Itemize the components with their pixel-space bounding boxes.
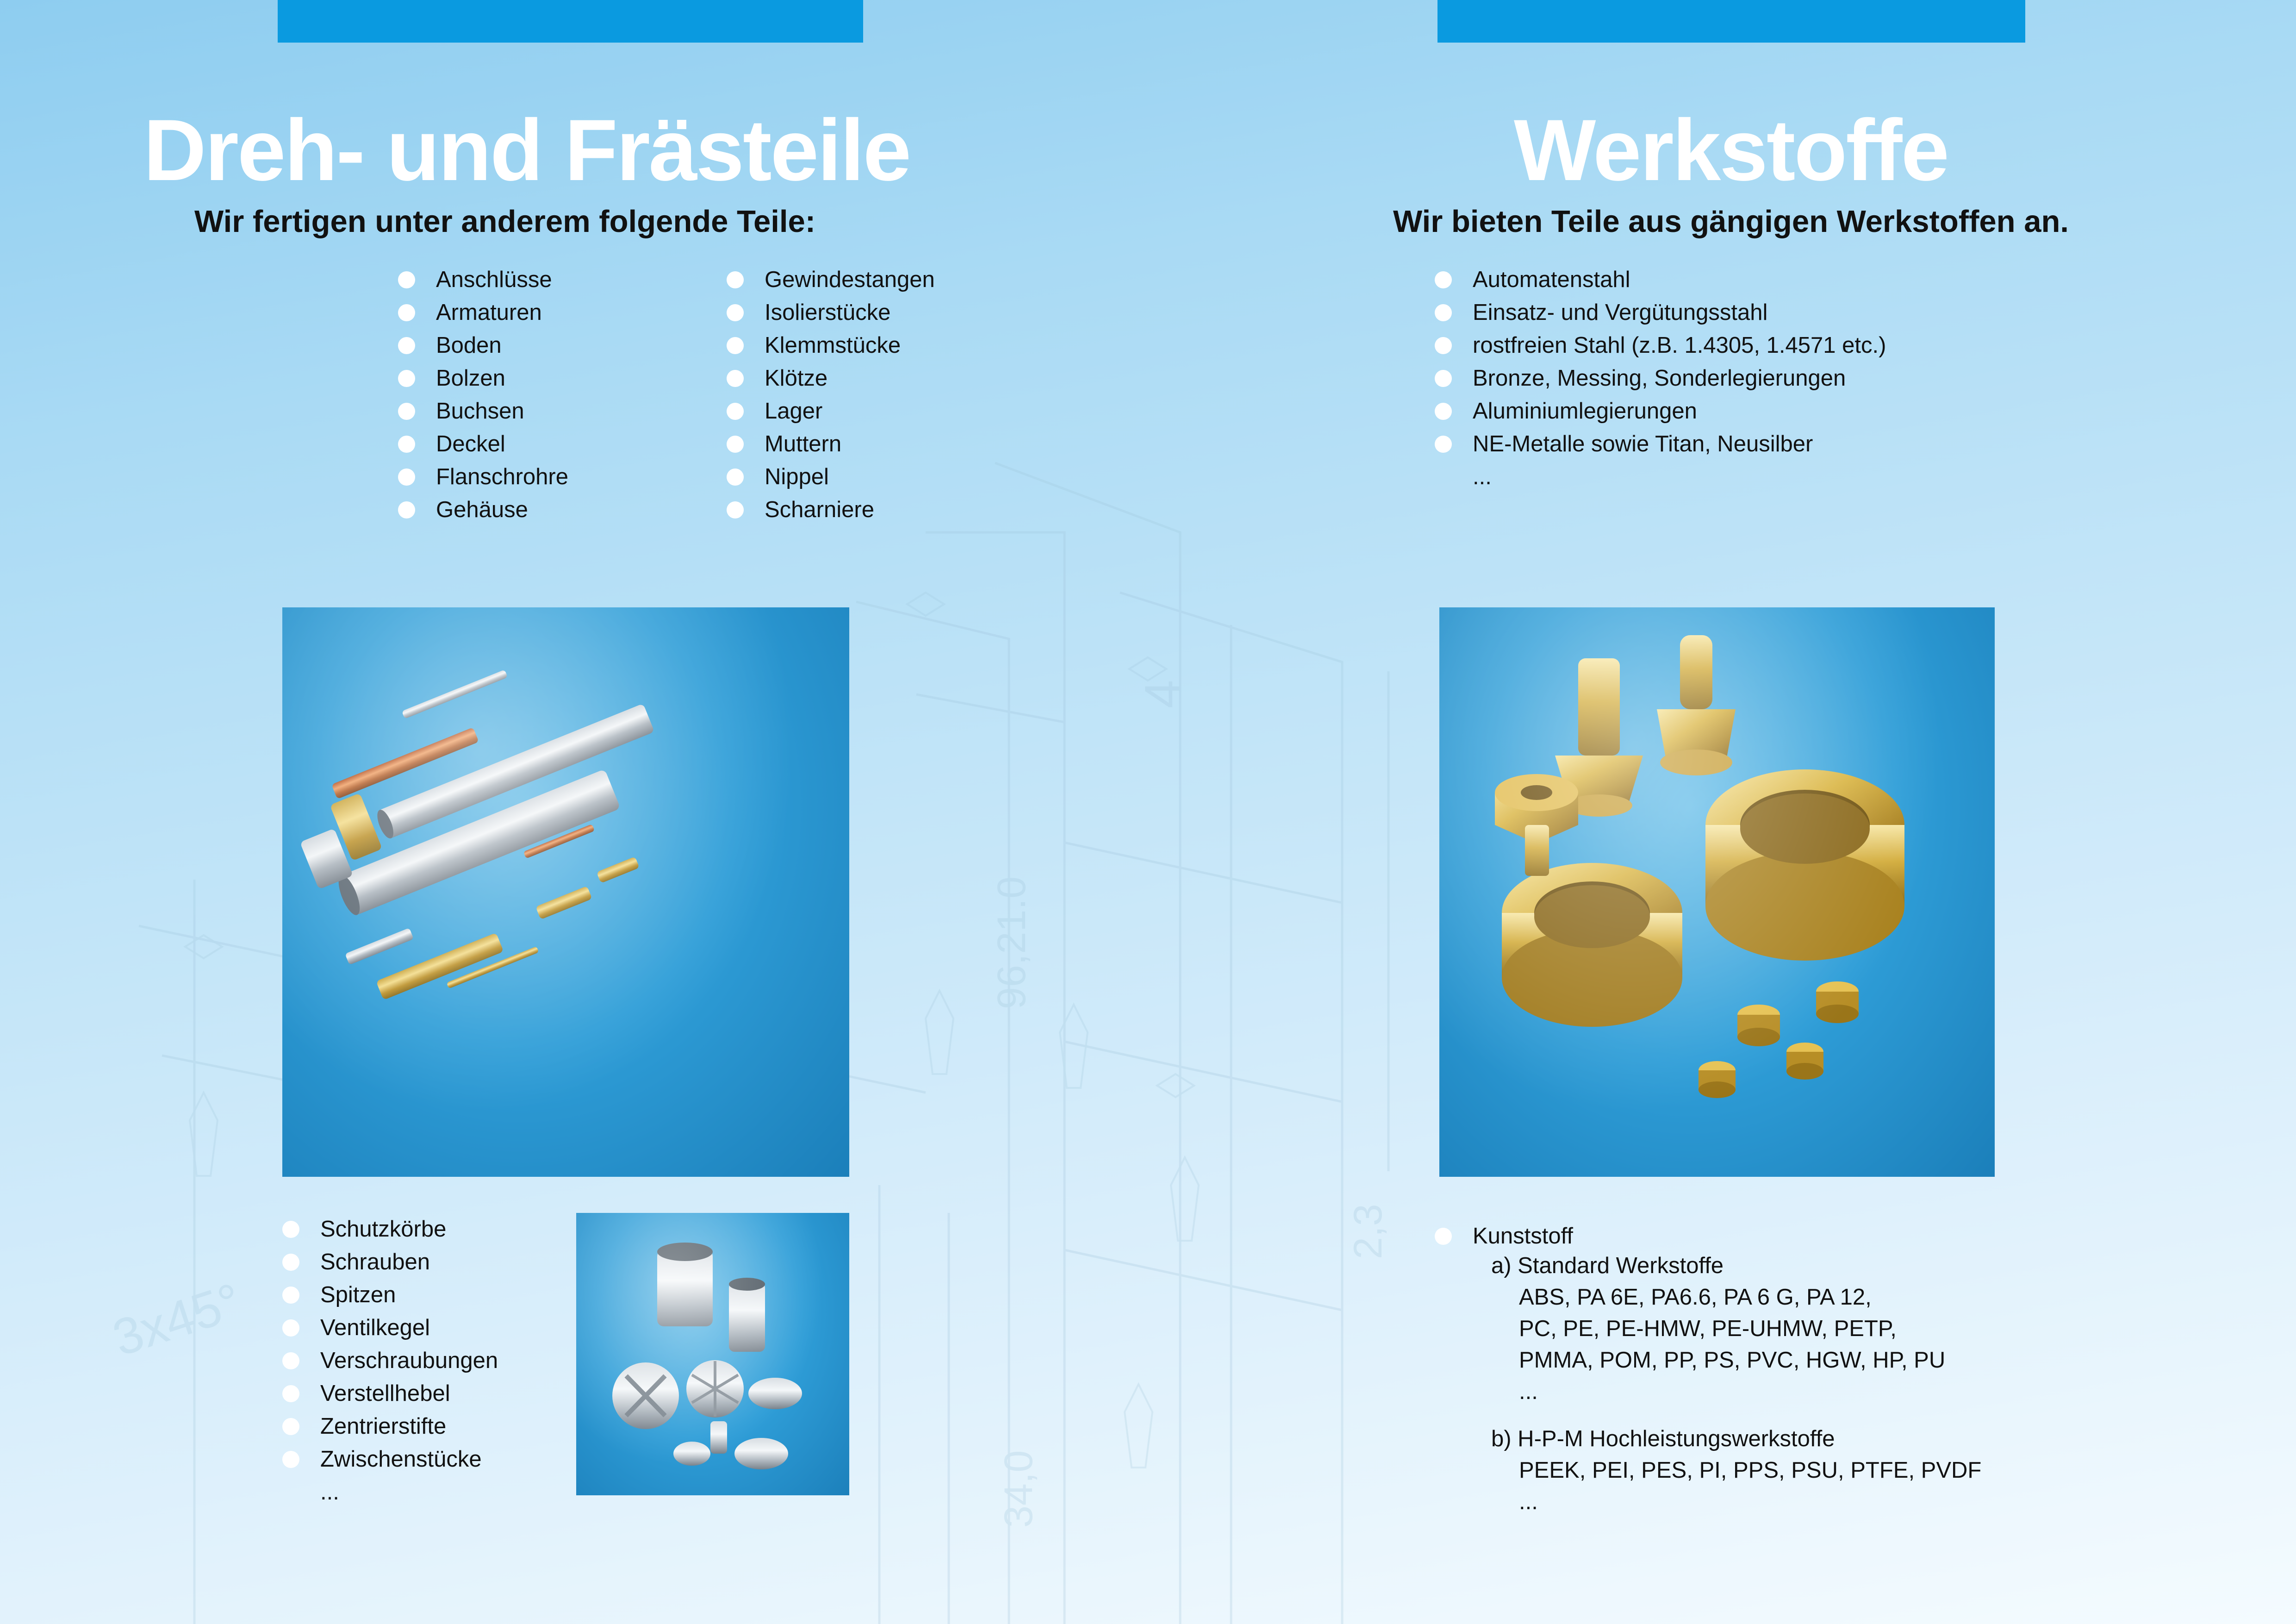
list-item-label: rostfreien Stahl (z.B. 1.4305, 1.4571 etc.)	[1473, 333, 1886, 358]
parts-list-column-1	[398, 263, 694, 526]
page-title-left: Dreh- und Frästeile	[143, 101, 910, 199]
plastics-a-line-1: ABS, PA 6E, PA6.6, PA 6 G, PA 12,	[1519, 1285, 1872, 1310]
list-item-label: Zentrierstifte	[320, 1414, 447, 1439]
bullet-icon	[398, 436, 415, 453]
list-item	[282, 1377, 569, 1410]
list-item	[282, 1410, 569, 1443]
materials-list	[1435, 263, 2203, 493]
top-accent-bar-left	[278, 0, 863, 43]
bullet-icon	[1435, 436, 1452, 453]
list-item-label: Gehäuse	[436, 497, 528, 522]
plastics-heading	[1435, 1222, 2221, 1250]
blueprint-label-340: 34,0	[996, 1450, 1041, 1528]
bullet-icon	[282, 1418, 299, 1435]
parts-list-lower	[282, 1213, 569, 1509]
photo-sheen	[282, 607, 849, 1177]
list-item-label: Ventilkegel	[320, 1315, 430, 1340]
list-item-ellipsis	[1435, 461, 2203, 493]
list-item-label: ...	[1473, 464, 1492, 489]
bullet-icon	[282, 1385, 299, 1402]
list-item	[398, 395, 694, 428]
list-item-label: Automatenstahl	[1473, 267, 1630, 292]
bullet-icon	[727, 271, 744, 288]
bullet-icon	[398, 304, 415, 321]
blueprint-label-angle: 3x45°	[106, 1272, 249, 1367]
photo-brass-parts	[1439, 607, 1995, 1177]
list-item	[1435, 296, 2203, 329]
list-item-label: Schrauben	[320, 1249, 430, 1274]
list-item	[398, 428, 694, 461]
list-item	[398, 461, 694, 493]
list-item	[727, 493, 935, 526]
list-item	[282, 1443, 569, 1476]
blueprint-label-23: 2,3	[1346, 1204, 1390, 1259]
list-item-label: Isolierstücke	[765, 300, 891, 325]
bullet-icon	[282, 1352, 299, 1369]
bullet-icon	[727, 436, 744, 453]
list-item-label: Verschraubungen	[320, 1348, 498, 1373]
bullet-icon	[727, 501, 744, 518]
bullet-icon	[398, 403, 415, 420]
list-item-label: Nippel	[765, 464, 829, 489]
list-item-label: ...	[320, 1480, 339, 1505]
list-item	[1435, 263, 2203, 296]
list-item-label: Buchsen	[436, 399, 524, 424]
photo-sheen	[1439, 607, 1995, 1177]
list-item	[398, 296, 694, 329]
list-item-label: Bronze, Messing, Sonderlegierungen	[1473, 366, 1846, 391]
bullet-icon	[282, 1254, 299, 1271]
list-item-label: Gewindestangen	[765, 267, 935, 292]
bullet-icon	[398, 271, 415, 288]
list-item	[398, 329, 694, 362]
list-item-label: Scharniere	[765, 497, 874, 522]
list-item	[282, 1279, 569, 1312]
list-item	[727, 362, 935, 395]
list-item-label: Anschlüsse	[436, 267, 552, 292]
subtitle-left: Wir fertigen unter anderem folgende Teile:	[194, 204, 816, 239]
list-item	[1435, 428, 2203, 461]
top-accent-bar-right	[1437, 0, 2025, 43]
list-item	[282, 1246, 569, 1279]
bullet-icon	[1435, 337, 1452, 354]
bullet-icon	[727, 337, 744, 354]
list-item	[398, 493, 694, 526]
list-item	[727, 296, 935, 329]
plastics-a-line-2: PC, PE, PE-HMW, PE-UHMW, PETP,	[1519, 1316, 1897, 1341]
bullet-icon	[282, 1451, 299, 1468]
list-item-label: Verstellhebel	[320, 1381, 450, 1406]
list-item-label: Deckel	[436, 431, 505, 456]
bullet-icon	[727, 370, 744, 387]
blueprint-label-4: 4	[1134, 680, 1191, 708]
list-item	[1435, 362, 2203, 395]
list-item-label: Zwischenstücke	[320, 1447, 482, 1472]
section-dreh-und-fraesteile	[139, 101, 1203, 526]
list-item	[398, 263, 694, 296]
list-item-label: Muttern	[765, 431, 842, 456]
list-item-label: Schutzkörbe	[320, 1217, 447, 1242]
plastics-b-ellipsis: ...	[1519, 1489, 1538, 1514]
list-item-label: Bolzen	[436, 366, 505, 391]
plastics-block	[1435, 1222, 2221, 1518]
list-item-label: Armaturen	[436, 300, 542, 325]
subtitle-right: Wir bieten Teile aus gängigen Werkstoffen an.	[1393, 204, 2069, 239]
list-item	[1435, 329, 2203, 362]
list-item	[398, 362, 694, 395]
plastics-a-ellipsis: ...	[1519, 1379, 1538, 1404]
bullet-icon	[282, 1287, 299, 1304]
list-item-label: Klemmstücke	[765, 333, 901, 358]
bullet-icon	[1435, 370, 1452, 387]
list-item-label: NE-Metalle sowie Titan, Neusilber	[1473, 431, 1813, 456]
blueprint-label-9621: 96,21.0	[989, 876, 1034, 1009]
photo-turned-parts	[282, 607, 849, 1177]
section-werkstoffe	[1324, 101, 2203, 493]
list-item	[727, 461, 935, 493]
list-item	[727, 329, 935, 362]
parts-list-column-2	[727, 263, 935, 526]
plastics-a-line-3: PMMA, POM, PP, PS, PVC, HGW, HP, PU	[1519, 1348, 1946, 1373]
bullet-icon	[398, 337, 415, 354]
photo-sheen	[576, 1213, 849, 1495]
list-item-label: Einsatz- und Vergütungsstahl	[1473, 300, 1768, 325]
bullet-icon	[398, 370, 415, 387]
parts-lists	[398, 263, 1203, 526]
list-item	[282, 1344, 569, 1377]
bullet-icon	[398, 468, 415, 486]
list-item-label: Spitzen	[320, 1282, 396, 1307]
bullet-icon	[727, 304, 744, 321]
bullet-icon	[1435, 403, 1452, 420]
list-item	[727, 263, 935, 296]
list-item	[1435, 395, 2203, 428]
bullet-icon	[282, 1319, 299, 1337]
list-item-label: Klötze	[765, 366, 828, 391]
bullet-icon	[398, 501, 415, 518]
list-item-label: Lager	[765, 399, 823, 424]
list-item-label: Boden	[436, 333, 502, 358]
plastics-b-label: b) H-P-M Hochleistungswerkstoffe	[1491, 1426, 1835, 1451]
plastics-a-label: a) Standard Werkstoffe	[1491, 1253, 1724, 1278]
list-item	[282, 1312, 569, 1344]
list-item	[727, 395, 935, 428]
bullet-icon	[1435, 1228, 1452, 1245]
bullet-icon	[282, 1221, 299, 1238]
plastics-b-line-1: PEEK, PEI, PES, PI, PPS, PSU, PTFE, PVDF	[1519, 1458, 1982, 1483]
page-title-right: Werkstoffe	[1513, 101, 1948, 199]
bullet-icon	[727, 403, 744, 420]
list-item-ellipsis	[282, 1476, 569, 1509]
bullet-icon	[1435, 304, 1452, 321]
photo-small-parts	[576, 1213, 849, 1495]
list-item-label: Aluminiumlegierungen	[1473, 399, 1697, 424]
list-item-label: Flanschrohre	[436, 464, 568, 489]
list-item	[727, 428, 935, 461]
bullet-icon	[727, 468, 744, 486]
plastics-heading-label: Kunststoff	[1473, 1224, 1574, 1249]
list-item	[282, 1213, 569, 1246]
bullet-icon	[1435, 271, 1452, 288]
